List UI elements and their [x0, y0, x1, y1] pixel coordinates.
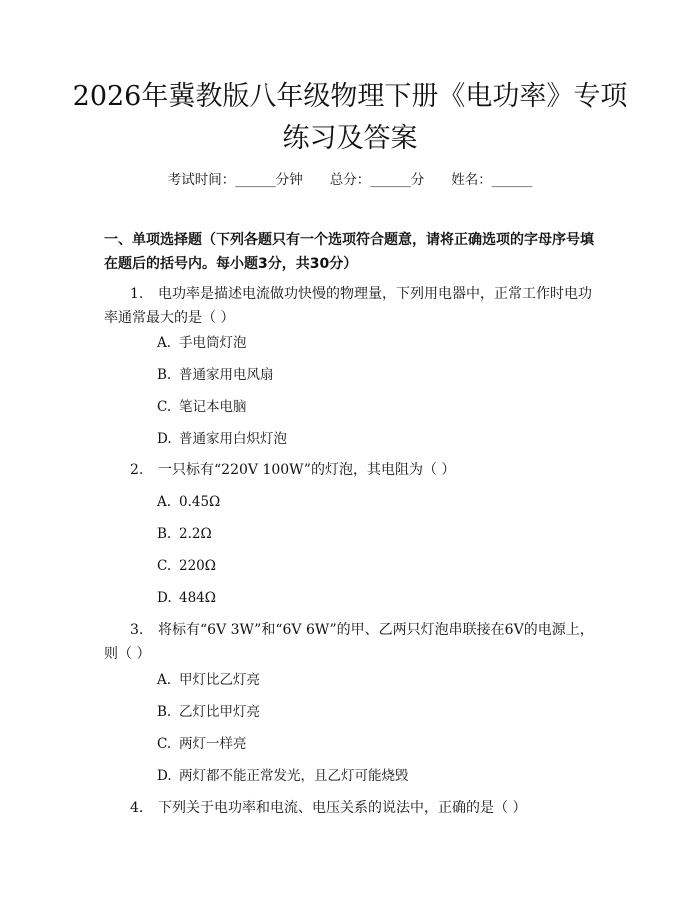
- option-text: 2.2Ω: [179, 526, 212, 542]
- question-3-option-c: [157, 734, 247, 754]
- option-letter: A.: [157, 672, 172, 688]
- option-text: 220Ω: [179, 558, 216, 574]
- question-text: 电功率是描述电流做功快慢的物理量，下列用电器中，正常工作时电功率通常最大的是（ ）: [104, 286, 592, 326]
- question-4: [104, 796, 604, 820]
- question-1-option-d: [157, 429, 287, 449]
- question-text: 一只标有“220V 100W”的灯泡，其电阻为（ ）: [158, 462, 456, 478]
- option-letter: B.: [157, 704, 172, 720]
- question-1-option-b: [157, 365, 274, 385]
- option-text: 两灯一样亮: [179, 736, 247, 752]
- document-title: 2026年冀教版八年级物理下册《电功率》专项练习及答案: [72, 81, 628, 154]
- question-2-option-a: [157, 492, 220, 512]
- question-3-option-a: [157, 670, 260, 690]
- question-2-option-d: [157, 588, 216, 608]
- option-letter: D.: [157, 768, 172, 784]
- question-number: 3.: [130, 622, 144, 638]
- option-letter: A.: [157, 335, 172, 351]
- question-number: 1.: [130, 286, 144, 302]
- option-letter: C.: [157, 736, 172, 752]
- option-text: 手电筒灯泡: [179, 335, 247, 351]
- section-heading: 一、单项选择题（下列各题只有一个选项符合题意，请将正确选项的字母序号填在题后的括号内。每小题3分，共30分）: [104, 232, 594, 272]
- question-3-option-d: [157, 766, 409, 786]
- option-letter: A.: [157, 494, 172, 510]
- option-text: 普通家用电风扇: [179, 367, 274, 383]
- option-text: 笔记本电脑: [179, 399, 247, 415]
- question-number: 4.: [130, 800, 144, 816]
- option-text: 乙灯比甲灯亮: [179, 704, 260, 720]
- question-2: [104, 458, 604, 482]
- question-text: 将标有“6V 3W”和“6V 6W”的甲、乙两只灯泡串联接在6V的电源上，则（ ）: [104, 622, 594, 662]
- question-3: [104, 618, 604, 666]
- option-text: 甲灯比乙灯亮: [179, 672, 260, 688]
- question-2-option-b: [157, 524, 212, 544]
- question-1-option-c: [157, 397, 247, 417]
- option-letter: B.: [157, 367, 172, 383]
- question-text: 下列关于电功率和电流、电压关系的说法中，正确的是（ ）: [158, 800, 527, 816]
- option-letter: D.: [157, 431, 172, 447]
- option-letter: B.: [157, 526, 172, 542]
- option-letter: D.: [157, 590, 172, 606]
- question-2-option-c: [157, 556, 216, 576]
- option-text: 0.45Ω: [179, 494, 221, 510]
- question-1: [104, 282, 604, 330]
- option-text: 两灯都不能正常发光，且乙灯可能烧毁: [179, 768, 409, 784]
- question-number: 2.: [130, 462, 144, 478]
- question-1-option-a: [157, 333, 247, 353]
- option-text: 484Ω: [179, 590, 216, 606]
- question-3-option-b: [157, 702, 260, 722]
- option-letter: C.: [157, 558, 172, 574]
- option-letter: C.: [157, 399, 172, 415]
- option-text: 普通家用白炽灯泡: [179, 431, 287, 447]
- exam-meta-line: 考试时间：______分钟 总分：______分 姓名：______: [167, 172, 533, 188]
